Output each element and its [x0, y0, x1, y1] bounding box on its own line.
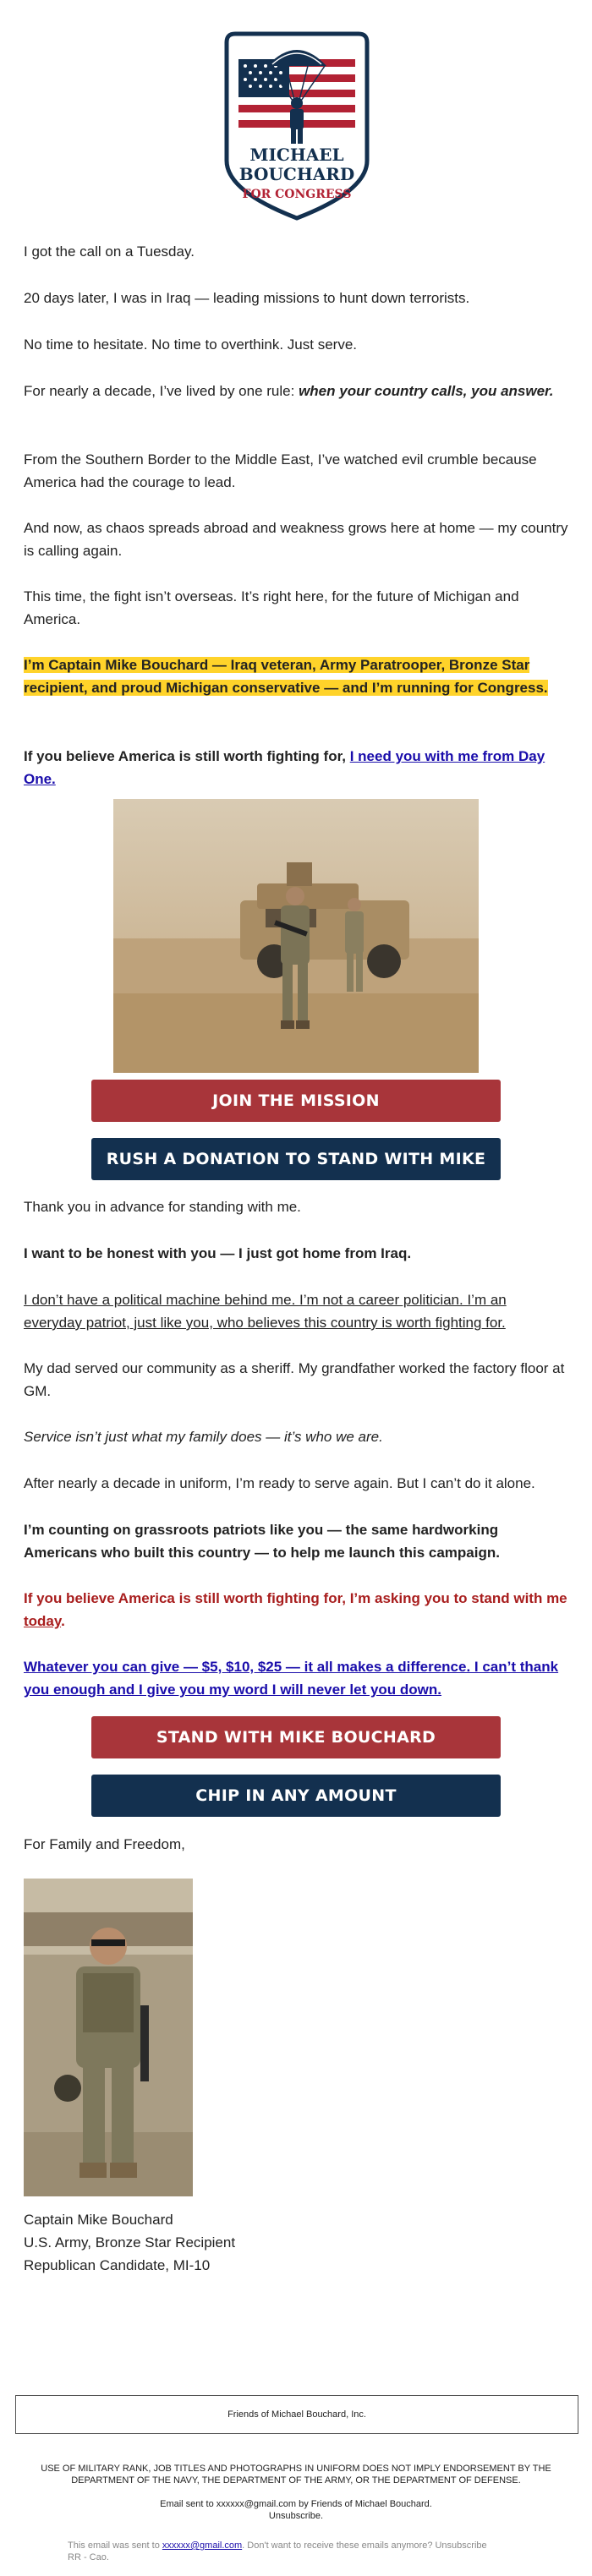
recipient-email-link[interactable]: xxxxxx@gmail.com — [162, 2540, 243, 2551]
paragraph-9 — [24, 745, 568, 790]
svg-text:BOUCHARD: BOUCHARD — [238, 164, 355, 184]
campaign-logo — [218, 25, 375, 223]
portrait-photo — [24, 1879, 193, 2196]
sent-email-notice — [24, 2540, 568, 2551]
stand-with-mike-button[interactable]: STAND WITH MIKE BOUCHARD — [91, 1716, 501, 1758]
signature-name: Captain Mike Bouchard — [24, 2212, 173, 2228]
paragraph-15: After nearly a decade in uniform, I’m ready to serve again. But I can’t do it alone. — [24, 1475, 535, 1491]
unsubscribe-link[interactable]: Unsubscribe. — [268, 2511, 324, 2521]
sent-email-suffix: . Don't want to receive these emails anymore? Unsubscribe — [242, 2540, 487, 2551]
chip-in-button[interactable]: CHIP IN ANY AMOUNT — [91, 1775, 501, 1817]
announcement-highlight — [24, 654, 568, 699]
day-one-link[interactable]: I need you with me from Day One. — [24, 748, 545, 787]
svg-text:FOR CONGRESS: FOR CONGRESS — [242, 188, 352, 201]
paragraph-11: I want to be honest with you — I just got home from Iraq. — [24, 1245, 412, 1261]
announcement-highlight-text: I’m Captain Mike Bouchard — Iraq veteran, Army Paratrooper, Bronze Star recipient, and proud Michigan conservative — and I’m running for Congress. — [24, 657, 548, 696]
signature-title: U.S. Army, Bronze Star Recipient — [24, 2234, 236, 2251]
svg-text:MICHAEL: MICHAEL — [249, 145, 344, 165]
rush-donation-button[interactable]: RUSH A DONATION TO STAND WITH MIKE — [91, 1138, 501, 1180]
paragraph-7: This time, the fight isn’t overseas. It’s right here, for the future of Michigan and America. — [24, 588, 519, 627]
military-disclaimer: USE OF MILITARY RANK, JOB TITLES AND PHOTOGRAPHS IN UNIFORM DOES NOT IMPLY ENDORSEMENT BY THE DEPARTMENT OF THE NAVY, THE DEPARTMENT OF THE ARMY, OR THE DEPARTMENT OF DEFENSE. — [41, 2464, 551, 2486]
paragraph-9-text: If you believe America is still worth fighting for, — [24, 748, 350, 764]
paid-for-by-text: Friends of Michael Bouchard, Inc. — [227, 2409, 366, 2420]
sent-email-prefix: This email was sent to — [68, 2540, 162, 2551]
sent-to-notice: Email sent to xxxxxx@gmail.com by Friends of Michael Bouchard. — [160, 2499, 432, 2509]
paragraph-5: From the Southern Border to the Middle East, I’ve watched evil crumble because America had the courage to lead. — [24, 451, 537, 490]
paragraph-18 — [24, 1655, 568, 1701]
paragraph-13: My dad served our community as a sheriff. My grandfather worked the factory floor at GM. — [24, 1360, 565, 1399]
tracking-code: RR - Cao. — [68, 2552, 109, 2562]
join-mission-button[interactable]: JOIN THE MISSION — [91, 1080, 501, 1122]
paragraph-4-text: For nearly a decade, I’ve lived by one rule: — [24, 383, 299, 399]
give-amount-link[interactable]: Whatever you can give — $5, $10, $25 — it all makes a difference. I can’t thank you enough and I give you my word I will never let you down. — [24, 1659, 559, 1698]
unsubscribe-link-top — [24, 2510, 568, 2522]
paragraph-4 — [24, 380, 568, 402]
paragraph-3: No time to hesitate. No time to overthink. Just serve. — [24, 336, 357, 353]
hero-photo[interactable] — [113, 799, 479, 1073]
paragraph-4-emphasis: when your country calls, you answer. — [299, 383, 554, 399]
today-link[interactable]: today — [24, 1613, 62, 1629]
closing-line: For Family and Freedom, — [24, 1836, 185, 1852]
paragraph-16: I’m counting on grassroots patriots like you — the same hardworking Americans who built this country — to help me launch this campaign. — [24, 1522, 500, 1561]
paragraph-10: Thank you in advance for standing with me. — [24, 1199, 301, 1215]
paragraph-1: I got the call on a Tuesday. — [24, 243, 195, 260]
paid-for-by-box — [15, 2395, 578, 2434]
paragraph-17 — [24, 1587, 568, 1633]
paragraph-14: Service isn’t just what my family does — it’s who we are. — [24, 1429, 383, 1445]
signature-role: Republican Candidate, MI-10 — [24, 2257, 211, 2273]
paragraph-17-end: . — [61, 1613, 65, 1629]
paragraph-12: I don’t have a political machine behind me. I’m not a career politician. I’m an everyday patriot, just like you, who believes this country is worth fighting for. — [24, 1292, 507, 1331]
paragraph-6: And now, as chaos spreads abroad and weakness grows here at home — my country is calling again. — [24, 520, 568, 559]
paragraph-2: 20 days later, I was in Iraq — leading missions to hunt down terrorists. — [24, 290, 470, 306]
paragraph-17-text: If you believe America is still worth fighting for, I’m asking you to stand with me — [24, 1590, 567, 1606]
